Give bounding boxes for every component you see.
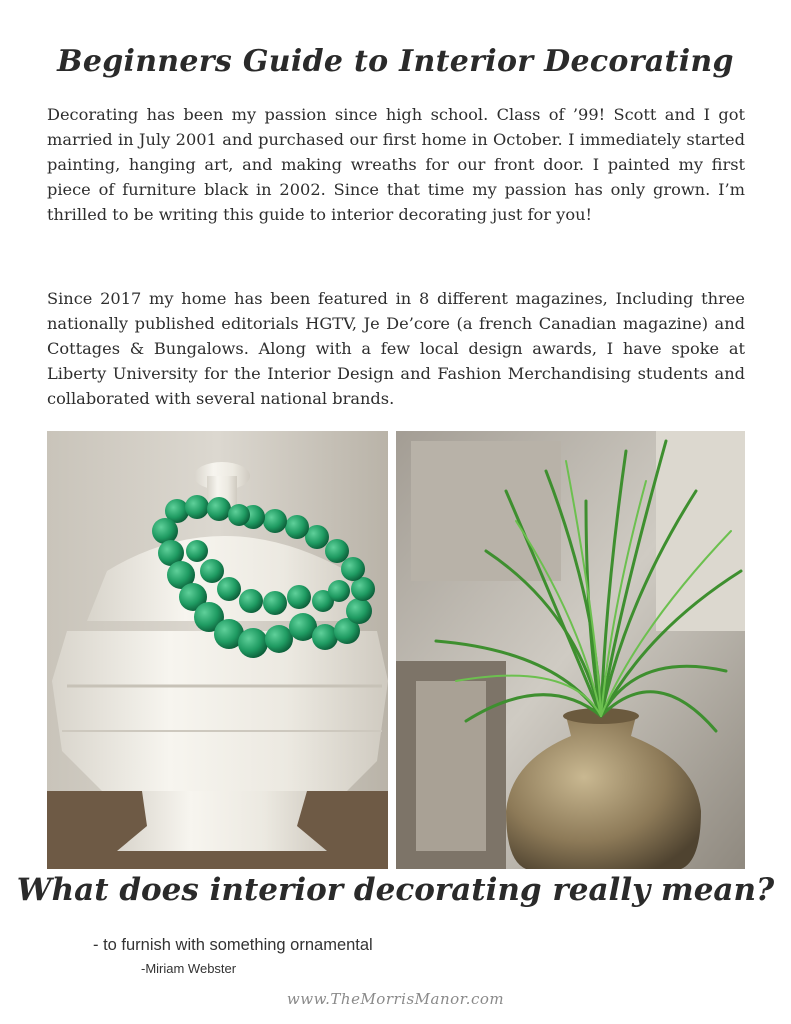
- intro-paragraph: Decorating has been my passion since high school. Class of ’99! Scott and I got married in July 2001 and purchased our first home in October. I immediately started painting, hanging art, and making wreaths for our front door. I painted my first piece of furniture black in 2002. Since that time my passion has only grown. I’m thrilled to be writing this guide to interior decorating just for you!: [47, 105, 745, 224]
- definition-citation: -Miriam Webster: [141, 961, 237, 976]
- definition-text: - to furnish with something ornamental: [93, 936, 373, 954]
- photo-plant-in-brass-vase: [396, 431, 745, 869]
- section-heading: What does interior decorating really mean?: [16, 872, 775, 908]
- footer-website[interactable]: www.TheMorrisManor.com: [286, 990, 505, 1008]
- features-paragraph: Since 2017 my home has been featured in 8 different magazines, Including three nationally published editorials HGTV, Je De’core (a french Canadian magazine) and Cottages & Bungalows. Along with a few local design awards, I have spoke at Liberty University for the Interior Design and Fashion Merchandising students and collaborated with several national brands.: [47, 289, 745, 408]
- photo-tureen-with-green-beads: [47, 431, 388, 869]
- page-title: Beginners Guide to Interior Decorating: [57, 44, 734, 79]
